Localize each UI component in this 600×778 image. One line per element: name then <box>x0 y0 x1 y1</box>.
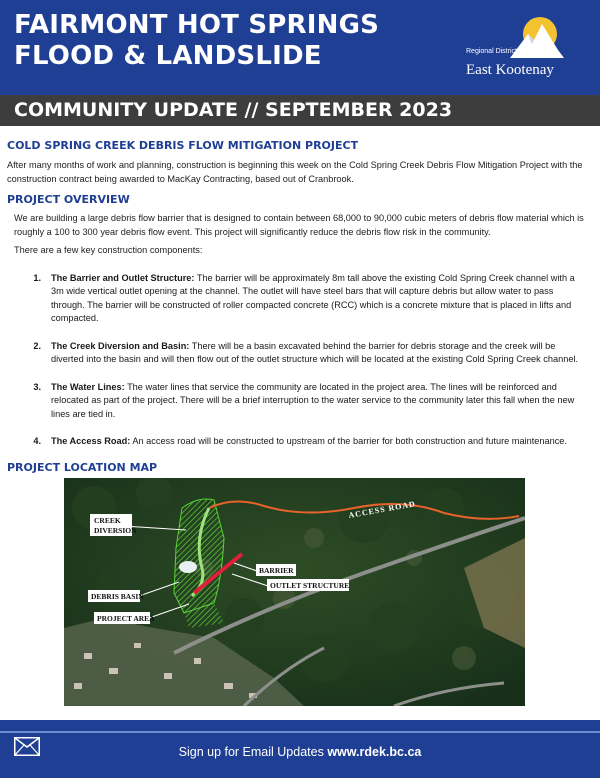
signup-text: Sign up for Email Updates <box>178 745 328 759</box>
page-footer <box>0 720 600 778</box>
overview-text: We are building a large debris flow barrier that is designed to contain between 68,000 to 90,000 cubic meters of debris flow material which is roughly a 100 to 300 year debris flow event. This project will significantly reduce the debris flow risk in the community. <box>14 213 584 237</box>
label-diversion: DIVERSION <box>94 526 137 535</box>
label-debris-basin: DEBRIS BASIN <box>91 592 144 601</box>
list-item <box>7 340 591 367</box>
item-number: 1. <box>33 272 41 283</box>
rdek-logo <box>462 14 588 86</box>
email-signup <box>0 745 600 759</box>
label-creek: CREEK <box>94 516 121 525</box>
components-intro: There are a few key construction components: <box>14 245 203 255</box>
project-intro: After many months of work and planning, construction is beginning this week on the Cold Spring Creek Debris Flow Mitigation Project with the construction contract being awarded to MacKay Contracting, based out of Cranbrook. <box>7 160 583 184</box>
item-number: 3. <box>33 381 41 392</box>
section-title-map: PROJECT LOCATION MAP <box>7 461 158 474</box>
item-text: An access road will be constructed to upstream of the barrier for both construction and future maintenance. <box>130 436 567 446</box>
components-list <box>7 272 591 449</box>
item-title: The Access Road: <box>51 436 131 446</box>
label-access-road: ACCESS ROAD <box>347 499 417 520</box>
label-outlet: OUTLET STRUCTURE <box>270 581 350 590</box>
logo-subtitle: Regional District of <box>466 48 525 55</box>
item-number: 4. <box>33 436 41 446</box>
item-title: The Water Lines: <box>51 381 125 392</box>
update-banner <box>0 95 600 126</box>
item-title: The Creek Diversion and Basin: <box>51 340 190 351</box>
list-item <box>7 272 591 326</box>
project-location-map <box>64 478 525 706</box>
label-barrier: BARRIER <box>259 566 294 575</box>
main-content <box>7 139 591 463</box>
item-text: There will be a basin excavated behind the barrier for debris storage and the creek will be diverted into the basin and will then flow out of the outlet structure which will be located at the existing Cold Spring Creek channel. <box>51 340 579 364</box>
item-title: The Barrier and Outlet Structure: <box>51 272 195 283</box>
list-item <box>7 381 591 422</box>
website-link[interactable]: www.rdek.bc.ca <box>327 745 422 759</box>
aerial-map-image <box>64 478 525 706</box>
list-item <box>7 435 591 449</box>
footer-divider <box>0 731 600 733</box>
section-title-project: COLD SPRING CREEK DEBRIS FLOW MITIGATION PROJECT <box>7 139 359 152</box>
item-text: The barrier will be approximately 8m tall above the existing Cold Spring Creek channel with a 3m wide vertical outlet opening at the channel. The outlet will have steel bars that will capture debris but allow water to pass through. The barrier will be constructed of roller compacted concrete (RCC) which is a concrete mixture that is placed in lifts and compacted. <box>51 272 575 323</box>
title-line-1: FAIRMONT HOT SPRINGS <box>14 10 380 40</box>
page-header <box>0 0 600 95</box>
section-title-overview: PROJECT OVERVIEW <box>7 193 130 206</box>
update-title: COMMUNITY UPDATE // SEPTEMBER 2023 <box>14 99 453 121</box>
title-line-2: FLOOD & LANDSLIDE <box>14 41 322 71</box>
label-project-area: PROJECT AREA <box>97 614 155 623</box>
item-text: The water lines that service the community are located in the project area. The lines will be reinforced and relocated as part of the project. There will be a brief interruption to the water service to the community later this fall when the new lines are tied in. <box>51 381 575 419</box>
item-number: 2. <box>33 340 41 351</box>
logo-name: East Kootenay <box>466 62 554 78</box>
page-title <box>14 10 379 72</box>
